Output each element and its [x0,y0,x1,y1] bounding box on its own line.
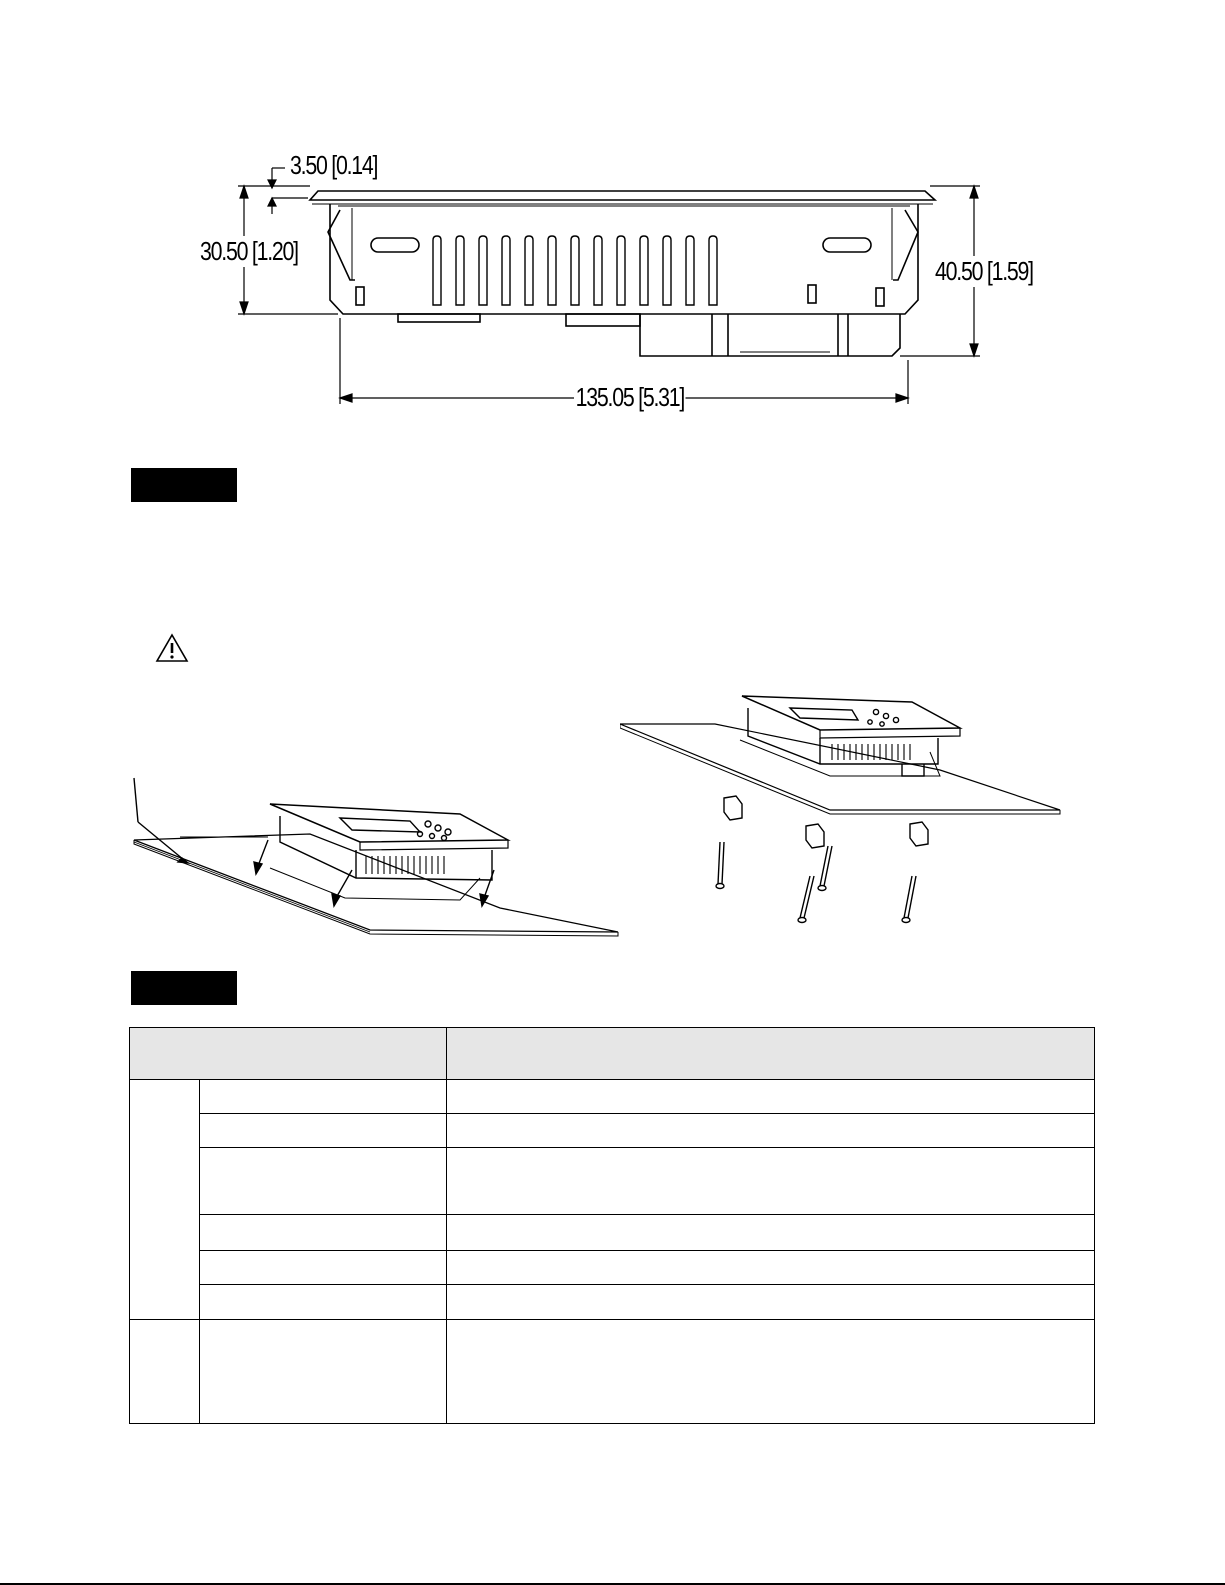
table-cell [447,1250,1095,1284]
table-cell [447,1284,1095,1319]
left-clip [328,210,355,280]
table-cell [200,1319,447,1423]
table-cell [200,1148,447,1215]
table-cell [200,1080,447,1114]
table-cell [200,1284,447,1319]
dim-bezel-depth: 3.50 [0.14] [290,150,378,180]
table-row [130,1080,1095,1114]
right-slot [823,238,871,252]
table-cell [447,1080,1095,1114]
table-header-cell [447,1028,1095,1080]
specification-table [129,1027,1095,1424]
table-row [130,1250,1095,1284]
right-clip [893,210,918,280]
table-cell [447,1319,1095,1423]
table-cell [200,1215,447,1250]
table-row [130,1215,1095,1250]
dim-width: 135.05 [5.31] [575,382,685,412]
table-cell [200,1250,447,1284]
warning-icon [155,633,189,663]
connector-block [640,314,900,356]
table-cell [447,1215,1095,1250]
table-row [130,1284,1095,1319]
section-heading-bar [131,468,237,502]
housing-outline [330,204,918,314]
table-cell [200,1114,447,1148]
dim-total-depth: 40.50 [1.59] [935,256,1033,286]
dim-body-depth: 30.50 [1.20] [200,236,298,266]
table-row [130,1114,1095,1148]
section-heading-bar-2 [131,971,237,1005]
left-slot [371,238,419,252]
table-header-row [130,1028,1095,1080]
bezel-outline [310,191,935,200]
vent-fins [433,236,717,305]
table-row [130,1148,1095,1215]
table-group-cell [130,1080,200,1320]
clip-mounting-drawing [620,690,1070,935]
panel-insertion-drawing [120,770,630,945]
table-cell [447,1114,1095,1148]
table-row [130,1319,1095,1423]
table-header-cell [130,1028,447,1080]
table-group-cell [130,1319,200,1423]
side-view-drawing [0,0,1225,440]
table-cell [447,1148,1095,1215]
